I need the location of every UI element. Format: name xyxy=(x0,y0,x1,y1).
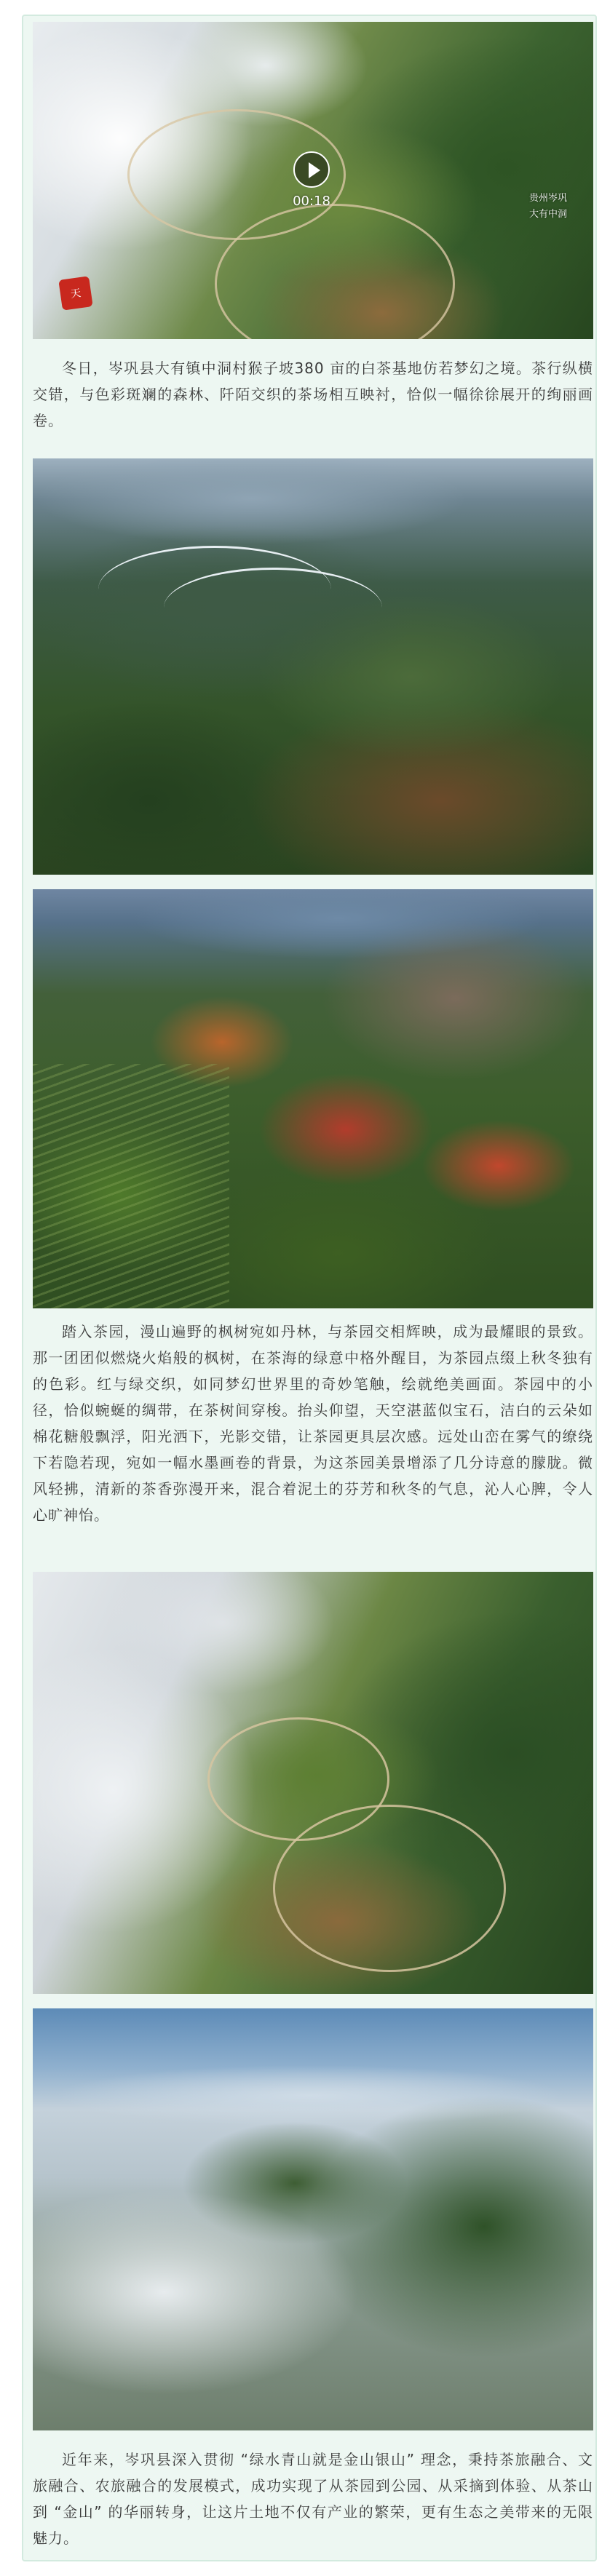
logo-text: 天 xyxy=(70,287,82,301)
misty-tea-terraces-photo xyxy=(33,1572,593,1994)
mountain-road xyxy=(164,568,382,648)
watermark-line: 贵州岑巩 xyxy=(528,193,567,204)
tea-rows xyxy=(33,1064,229,1308)
maple-forest-photo xyxy=(33,889,593,1308)
video-watermark xyxy=(519,191,577,223)
watermark-line: 大有中洞 xyxy=(528,209,567,220)
terrace-path xyxy=(273,1805,506,1972)
tea-garden-aerial-photo xyxy=(33,458,593,875)
play-icon[interactable] xyxy=(293,151,330,188)
video-player[interactable] xyxy=(33,22,593,339)
article-paragraph: 冬日，岑巩县大有镇中洞村猴子坡380 亩的白茶基地仿若梦幻之境。茶行纵横交错，与色彩斑斓的森林、阡陌交织的茶场相互映衬，恰似一幅徐徐展开的绚丽画卷。 xyxy=(33,359,593,429)
article-paragraph: 踏入茶园，漫山遍野的枫树宛如丹林，与茶园交相辉映，成为最耀眼的景致。那一团团似燃烧火焰般的枫树，在茶海的绿意中格外醒目，为茶园点缀上秋冬独有的色彩。红与绿交织，如同梦幻世界里的奇妙笔触，绘就绝美画面。茶园中的小径，恰似蜿蜒的绸带，在茶树间穿梭。抬头仰望，天空湛蓝似宝石，洁白的云朵如棉花糖般飘浮，阳光洒下，光影交错，让茶园更具层次感。远处山峦在雾气的缭绕下若隐若现，宛如一幅水墨画卷的背景，为这茶园美景增添了几分诗意的朦胧。微风轻拂，清新的茶香弥漫开来，混合着泥土的芬芳和秋冬的气息，沁人心脾，令人心旷神怡。 xyxy=(33,1323,593,1524)
video-duration: 00:18 xyxy=(293,194,330,209)
channel-logo xyxy=(58,276,92,310)
article-paragraph: 近年来，岑巩县深入贯彻 “绿水青山就是金山银山” 理念，秉持茶旅融合、文旅融合、农旅融合的发展模式，成功实现了从茶园到公园、从采摘到体验、从茶山到 “金山” 的华丽转身，让这片土地不仅有产业的繁荣，更有生态之美带来的无限魅力。 xyxy=(33,2451,593,2547)
sea-of-clouds-photo xyxy=(33,2008,593,2430)
